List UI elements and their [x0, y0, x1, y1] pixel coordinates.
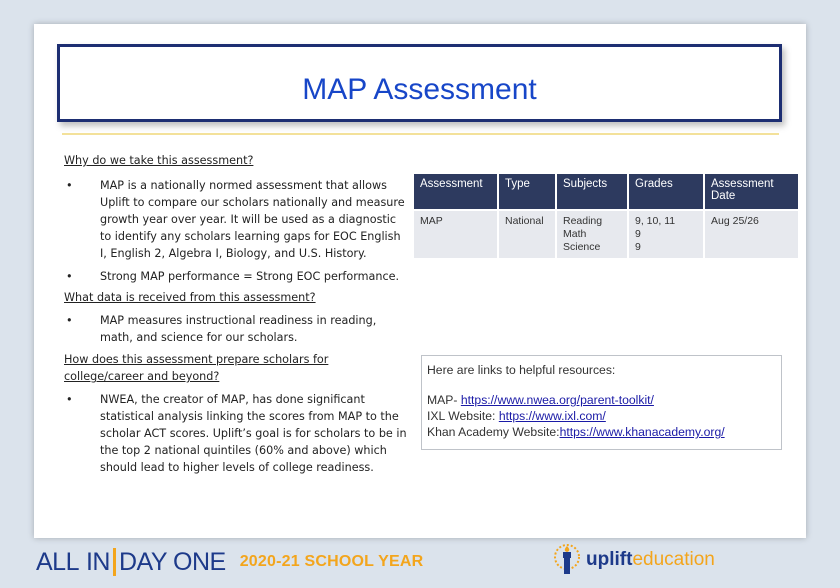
bullet-item — [64, 312, 409, 346]
subject-science: Science — [563, 241, 601, 253]
all-in-day-one-logo — [36, 548, 226, 577]
bullet-dot: • — [66, 270, 73, 283]
question-prepare: How does this assessment prepare scholars for college/career and beyond? — [64, 353, 329, 383]
header-assessment: Assessment — [414, 174, 498, 210]
map-link[interactable]: https://www.nwea.org/parent-toolkit/ — [460, 393, 654, 407]
header-grades: Grades — [628, 174, 704, 210]
header-date: Assessment Date — [704, 174, 798, 210]
subject-reading: Reading — [563, 215, 603, 227]
brand-all: ALL — [36, 547, 79, 576]
resource-label: Khan Academy Website: — [427, 425, 560, 439]
bullet-item — [64, 177, 409, 262]
uplift-education-logo — [552, 540, 715, 580]
grades-reading: 9, 10, 11 — [635, 215, 676, 227]
footer-brand — [36, 546, 423, 578]
brand-divider — [113, 548, 116, 576]
resources-heading: Here are links to helpful resources: — [427, 363, 616, 377]
header-type: Type — [498, 174, 556, 210]
divider-rule — [62, 133, 779, 135]
cell-assessment: MAP — [414, 210, 498, 258]
table-row — [414, 210, 798, 258]
subject-math: Math — [563, 228, 587, 240]
faq-column — [64, 152, 409, 476]
logo-education: education — [632, 549, 715, 570]
question-data: What data is received from this assessment? — [64, 291, 316, 304]
bullet-text: Strong MAP performance = Strong EOC performance. — [100, 270, 400, 283]
bullet-dot: • — [66, 179, 73, 192]
assessment-table — [414, 174, 798, 258]
cell-subjects — [556, 210, 628, 258]
bullet-item — [64, 391, 409, 476]
khan-academy-link[interactable]: https://www.khanacademy.org/ — [559, 425, 725, 439]
header-subjects: Subjects — [556, 174, 628, 210]
cell-grades — [628, 210, 704, 258]
grades-science: 9 — [635, 241, 641, 253]
resource-label: IXL Website: — [427, 409, 499, 423]
logo-uplift: uplift — [586, 549, 633, 570]
ixl-link[interactable]: https://www.ixl.com/ — [498, 409, 606, 423]
title-box — [57, 44, 782, 122]
bullet-dot: • — [66, 314, 73, 327]
logo-text — [586, 549, 715, 571]
resource-label: MAP- — [427, 393, 461, 407]
school-year: 2020-21 SCHOOL YEAR — [239, 553, 424, 570]
resources-box — [421, 355, 782, 450]
resource-line-map — [427, 392, 776, 408]
bullet-dot: • — [66, 393, 73, 406]
table-header-row — [414, 174, 798, 210]
bullet-item — [64, 268, 409, 285]
resource-line-khan — [427, 424, 776, 440]
resource-line-ixl — [427, 408, 776, 424]
bullet-text: MAP measures instructional readiness in reading, math, and science for our scholars. — [100, 314, 377, 344]
question-why: Why do we take this assessment? — [64, 154, 254, 167]
bullet-text: MAP is a nationally normed assessment that allows Uplift to compare our scholars nationally and measure growth year over year. It will be used as a diagnostic to identify any scholars learning gaps for EOC English I, English 2, Algebra I, Biology, and U.S. History. — [100, 179, 405, 260]
bullet-text: NWEA, the creator of MAP, has done significant statistical analysis linking the scores from MAP to the scholar ACT scores. Uplift’s goal is for scholars to be in the top 2 national quintiles (60% and above) which should lead to higher levels of college readiness. — [100, 393, 407, 474]
brand-day-one: DAY ONE — [118, 547, 226, 576]
cell-type: National — [498, 210, 556, 258]
cell-date: Aug 25/26 — [704, 210, 798, 258]
torch-icon — [552, 543, 582, 577]
grades-math: 9 — [635, 228, 641, 240]
page-title: MAP Assessment — [302, 73, 537, 106]
brand-in: IN — [85, 547, 110, 576]
